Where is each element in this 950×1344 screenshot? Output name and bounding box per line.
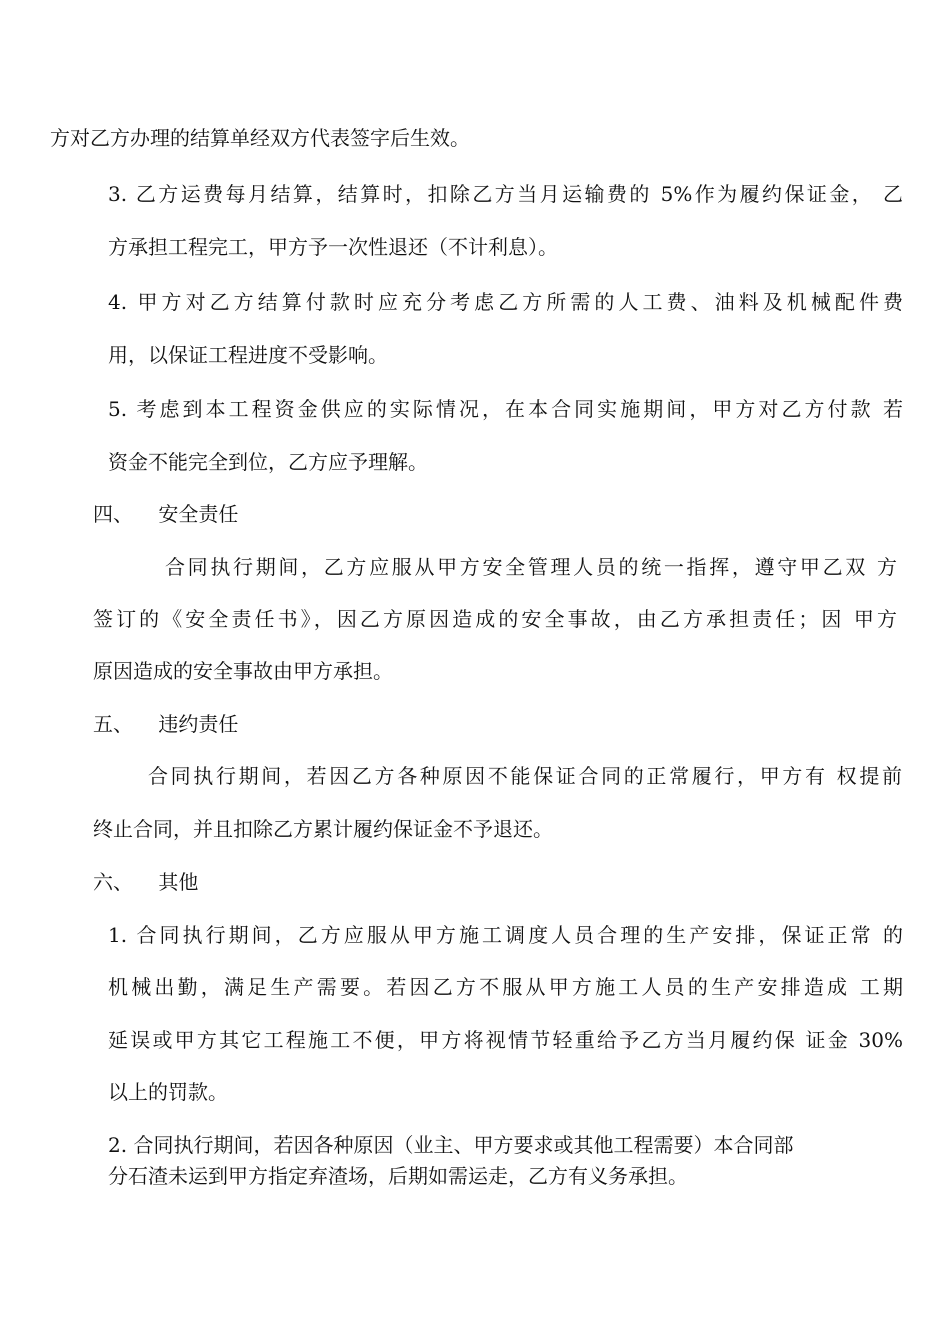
paragraph-line: 原因造成的安全事故由甲方承担。 [93,659,393,683]
section-heading-other: 六、 其他 [93,870,199,894]
item-2-line: 2. 合同执行期间，若因各种原因（业主、甲方要求或其他工程需要）本合同部 [108,1133,794,1157]
paragraph-line: 合同执行期间，乙方应服从甲方安全管理人员的统一指挥，遵守甲乙双 方 [165,555,897,579]
section-heading-safety: 四、 安全责任 [93,502,239,526]
paragraph-line: 签订的《安全责任书》，因乙方原因造成的安全事故，由乙方承担责任；因 甲方 [93,607,897,631]
clause-4-line: 4. 甲方对乙方结算付款时应充分考虑乙方所需的人工费、油料及机械配件费 [108,290,903,314]
item-1-line: 以上的罚款。 [108,1080,228,1104]
clause-4-line: 用，以保证工程进度不受影响。 [108,343,388,367]
item-1-line: 1. 合同执行期间，乙方应服从甲方施工调度人员合理的生产安排，保证正常 的 [108,923,903,947]
section-heading-breach: 五、 违约责任 [93,712,239,736]
clause-5-line: 资金不能完全到位，乙方应予理解。 [108,450,428,474]
paragraph-line: 合同执行期间，若因乙方各种原因不能保证合同的正常履行，甲方有 权提前 [148,764,902,788]
item-1-line: 机械出勤，满足生产需要。若因乙方不服从甲方施工人员的生产安排造成 工期 [108,975,903,999]
clause-3-line: 3. 乙方运费每月结算，结算时，扣除乙方当月运输费的 5%作为履约保证金， 乙 [108,182,903,206]
clause-5-line: 5. 考虑到本工程资金供应的实际情况，在本合同实施期间，甲方对乙方付款 若 [108,397,903,421]
item-1-line: 延误或甲方其它工程施工不便，甲方将视情节轻重给予乙方当月履约保 证金 30% [108,1028,903,1052]
paragraph-line: 终止合同，并且扣除乙方累计履约保证金不予退还。 [93,817,553,841]
clause-3-line: 方承担工程完工，甲方予一次性退还（不计利息）。 [108,235,558,259]
item-2-line: 分石渣未运到甲方指定弃渣场，后期如需运走，乙方有义务承担。 [108,1164,688,1188]
paragraph-line: 方对乙方办理的结算单经双方代表签字后生效。 [50,126,470,150]
